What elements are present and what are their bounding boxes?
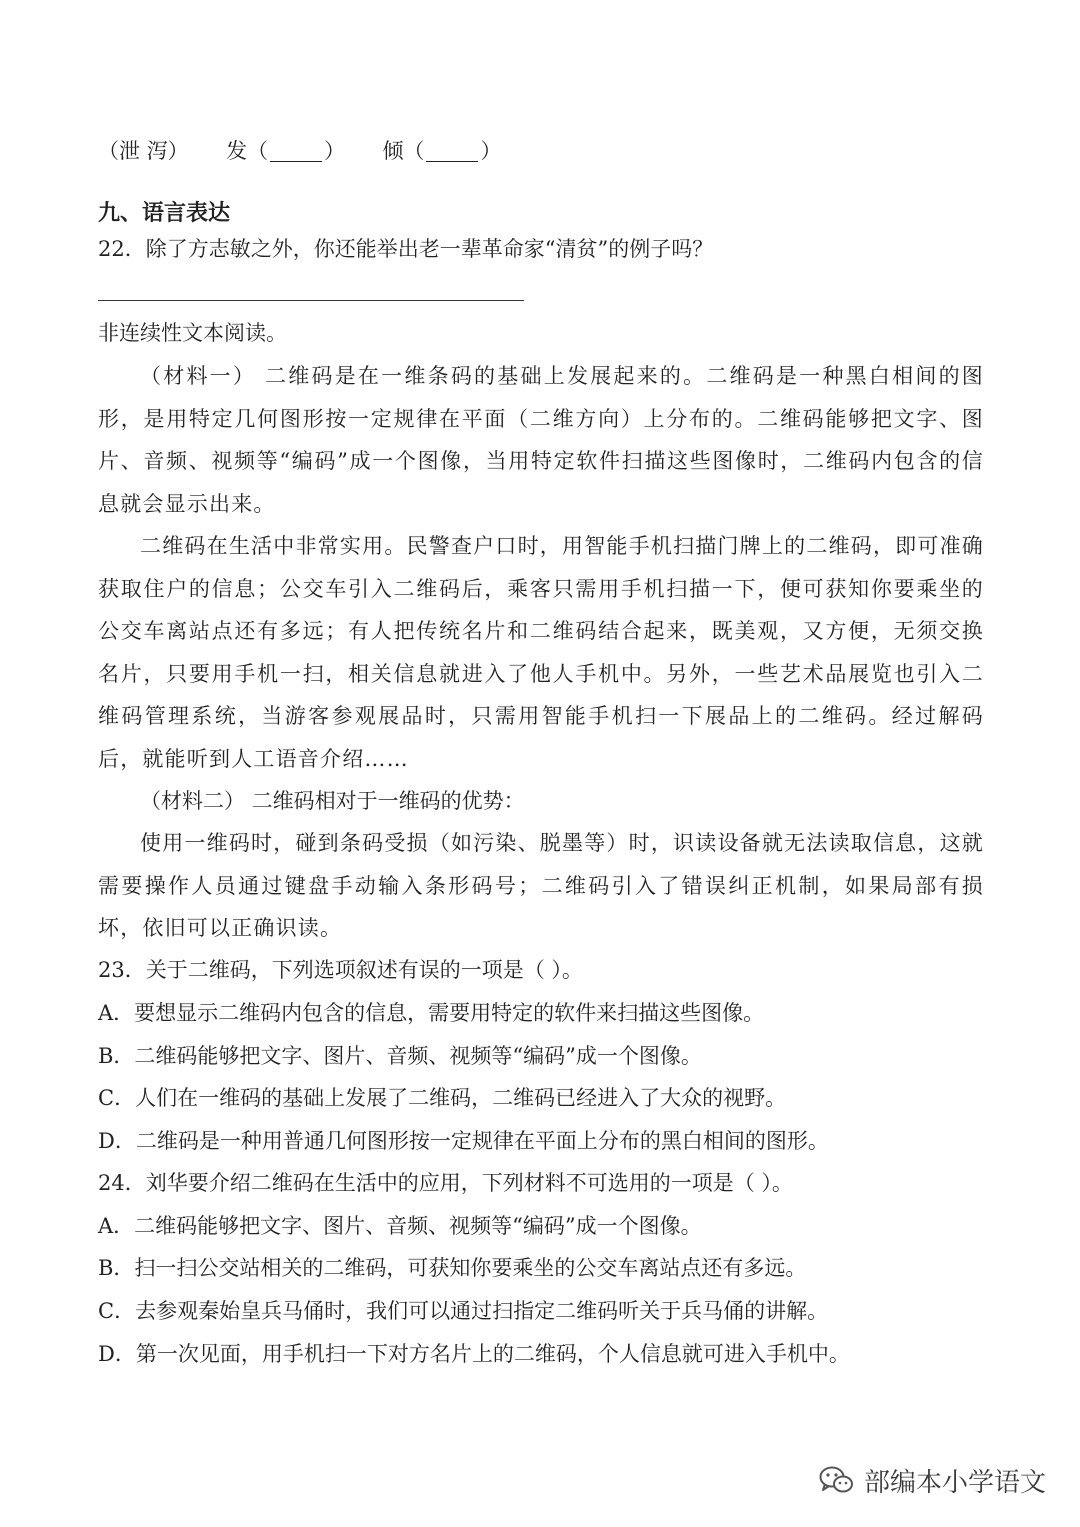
section-heading: 九、语言表达 [98,200,231,226]
q24-option-b[interactable]: B．扫一扫公交站相关的二维码，可获知你要乘坐的公交车离站点还有多远。 [98,1256,807,1280]
answer-blank-1[interactable] [270,139,322,162]
material-1-paragraph-2: 二维码在生活中非常实用。民警查户口时，用智能手机扫描门牌上的二维码，即可准确获取住户的信息；公交车引入二维码后，乘客只需用手机扫描一下，便可获知你要乘坐的公交车离站点还有多远；有人把传统名片和二维码结合起来，既美观，又方便，无须交换名片，只要用手机一扫，相关信息就进入了他人手机中。另外，一些艺术品展览也引入二维码管理系统，当游客参观展品时，只需用智能手机扫一下展品上的二维码。经过解码后，就能听到人工语音介绍…… [98,534,984,771]
material-1-paragraph-1: （材料一） 二维码是在一维条码的基础上发展起来的。二维码是一种黑白相间的图形，是用特定几何图形按一定规律在平面（二维方向）上分布的。二维码能够把文字、图片、音频、视频等“编码”成一个图像，当用特定软件扫描这些图像时，二维码内包含的信息就会显示出来。 [98,364,984,516]
q24-option-d[interactable]: D．第一次见面，用手机扫一下对方名片上的二维码，个人信息就可进入手机中。 [98,1342,850,1366]
q23-option-c[interactable]: C．人们在一维码的基础上发展了二维码，二维码已经进入了大众的视野。 [98,1086,787,1110]
question-22: 22．除了方志敏之外，你还能举出老一辈革命家“清贫”的例子吗？ [98,237,714,261]
question-24: 24．刘华要介绍二维码在生活中的应用，下列材料不可选用的一项是（ ）。 [98,1171,793,1195]
answer-line[interactable] [98,300,524,301]
wechat-icon [818,1464,854,1496]
material-2-paragraph: 使用一维码时，碰到条码受损（如污染、脱墨等）时，识读设备就无法读取信息，这就需要操作人员通过键盘手动输入条形码号；二维码引入了错误纠正机制，如果局部有损坏，依旧可以正确识读。 [98,831,984,941]
fill-line: （泄 泻） 发（ ） 倾（ ） [98,139,502,163]
q23-option-d[interactable]: D．二维码是一种用普通几何图形按一定规律在平面上分布的黑白相间的图形。 [98,1129,829,1153]
fill-item-2: 发（ [226,139,269,163]
material-2-title: （材料二） 二维码相对于一维码的优势： [140,789,525,813]
q24-option-a[interactable]: A．二维码能够把文字、图片、音频、视频等“编码”成一个图像。 [98,1214,702,1238]
watermark [818,1458,1046,1502]
fill-word: （泄 泻） [98,139,189,163]
answer-blank-2[interactable] [426,139,478,162]
watermark-text: 部编本小学语文 [864,1467,1047,1498]
q23-option-a[interactable]: A．要想显示二维码内包含的信息，需要用特定的软件来扫描这些图像。 [98,1001,765,1025]
question-23: 23．关于二维码，下列选项叙述有误的一项是（ ）。 [98,958,583,982]
fill-item-3: 倾（ [382,139,425,163]
q24-option-c[interactable]: C．去参观秦始皇兵马俑时，我们可以通过扫指定二维码听关于兵马俑的讲解。 [98,1299,829,1323]
reading-title: 非连续性文本阅读。 [98,321,287,345]
q23-option-b[interactable]: B．二维码能够把文字、图片、音频、视频等“编码”成一个图像。 [98,1044,702,1068]
